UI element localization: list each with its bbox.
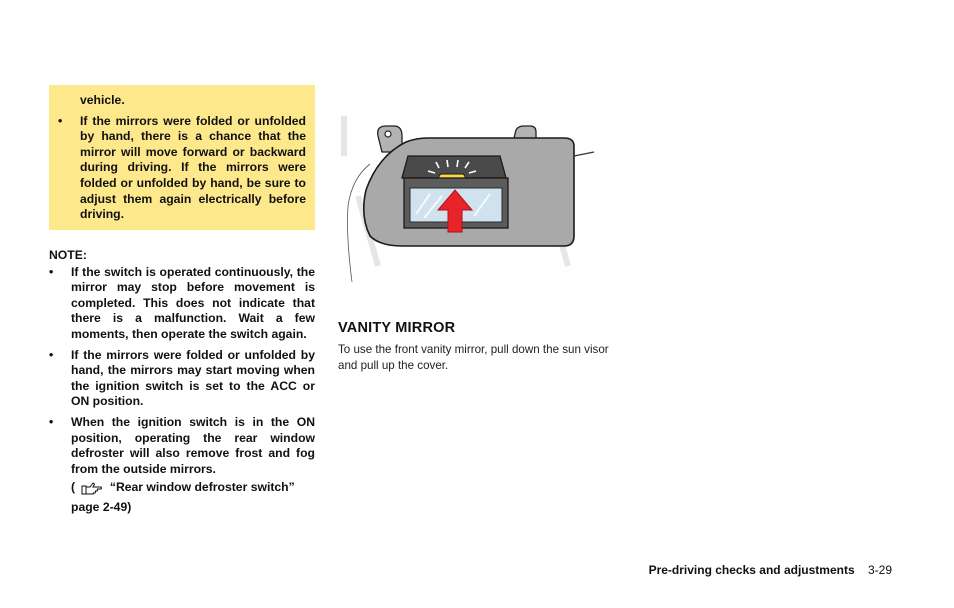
bullet-symbol: • — [49, 347, 54, 362]
note-bullet-2 — [49, 348, 315, 410]
note-title: NOTE: — [49, 248, 87, 262]
note-bullet-text: When the ignition switch is in the ON position, operating the rear window defroster will also remove frost and fog from the outside mirrors. — [71, 414, 315, 476]
warning-continued-text: vehicle. — [80, 93, 125, 107]
warning-box — [49, 85, 315, 230]
reference-open-paren: ( — [71, 480, 76, 495]
note-bullet-text: If the switch is operated continuously, the mirror may stop before movement is completed. This does not indicate that there is a malfunction. Wait a few moments, then operate the switch again. — [71, 264, 315, 341]
page-number: 3-29 — [867, 563, 892, 577]
warning-bullet-text: If the mirrors were folded or unfolded by hand, there is a chance that the mirror will move forward or backward during driving. If the mirrors were folded or unfolded by hand, be sure to adjust them again electrically before driving. — [80, 113, 306, 222]
note-bullet-3 — [49, 415, 315, 477]
footer-section-title: Pre-driving checks and adjustments — [648, 563, 855, 577]
cross-reference-link[interactable] — [49, 480, 315, 515]
reference-title: “Rear window defroster switch” — [109, 480, 295, 495]
note-section — [49, 248, 315, 516]
reference-page: page 2-49) — [71, 499, 132, 514]
vanity-mirror-illustration — [338, 86, 596, 288]
warning-bullet — [58, 114, 306, 223]
bullet-symbol: • — [49, 414, 54, 429]
section-body: To use the front vanity mirror, pull down the sun visor and pull up the cover. — [338, 343, 609, 372]
note-bullet-1 — [49, 265, 315, 343]
pointing-hand-icon — [81, 481, 103, 500]
note-bullet-text: If the mirrors were folded or unfolded by hand, the mirrors may start moving when the ignition switch is set to the ACC or ON position. — [71, 347, 315, 409]
bullet-symbol: • — [49, 264, 54, 279]
section-title: VANITY MIRROR — [338, 320, 456, 336]
bullet-symbol: • — [58, 113, 63, 128]
page-footer — [600, 563, 892, 577]
